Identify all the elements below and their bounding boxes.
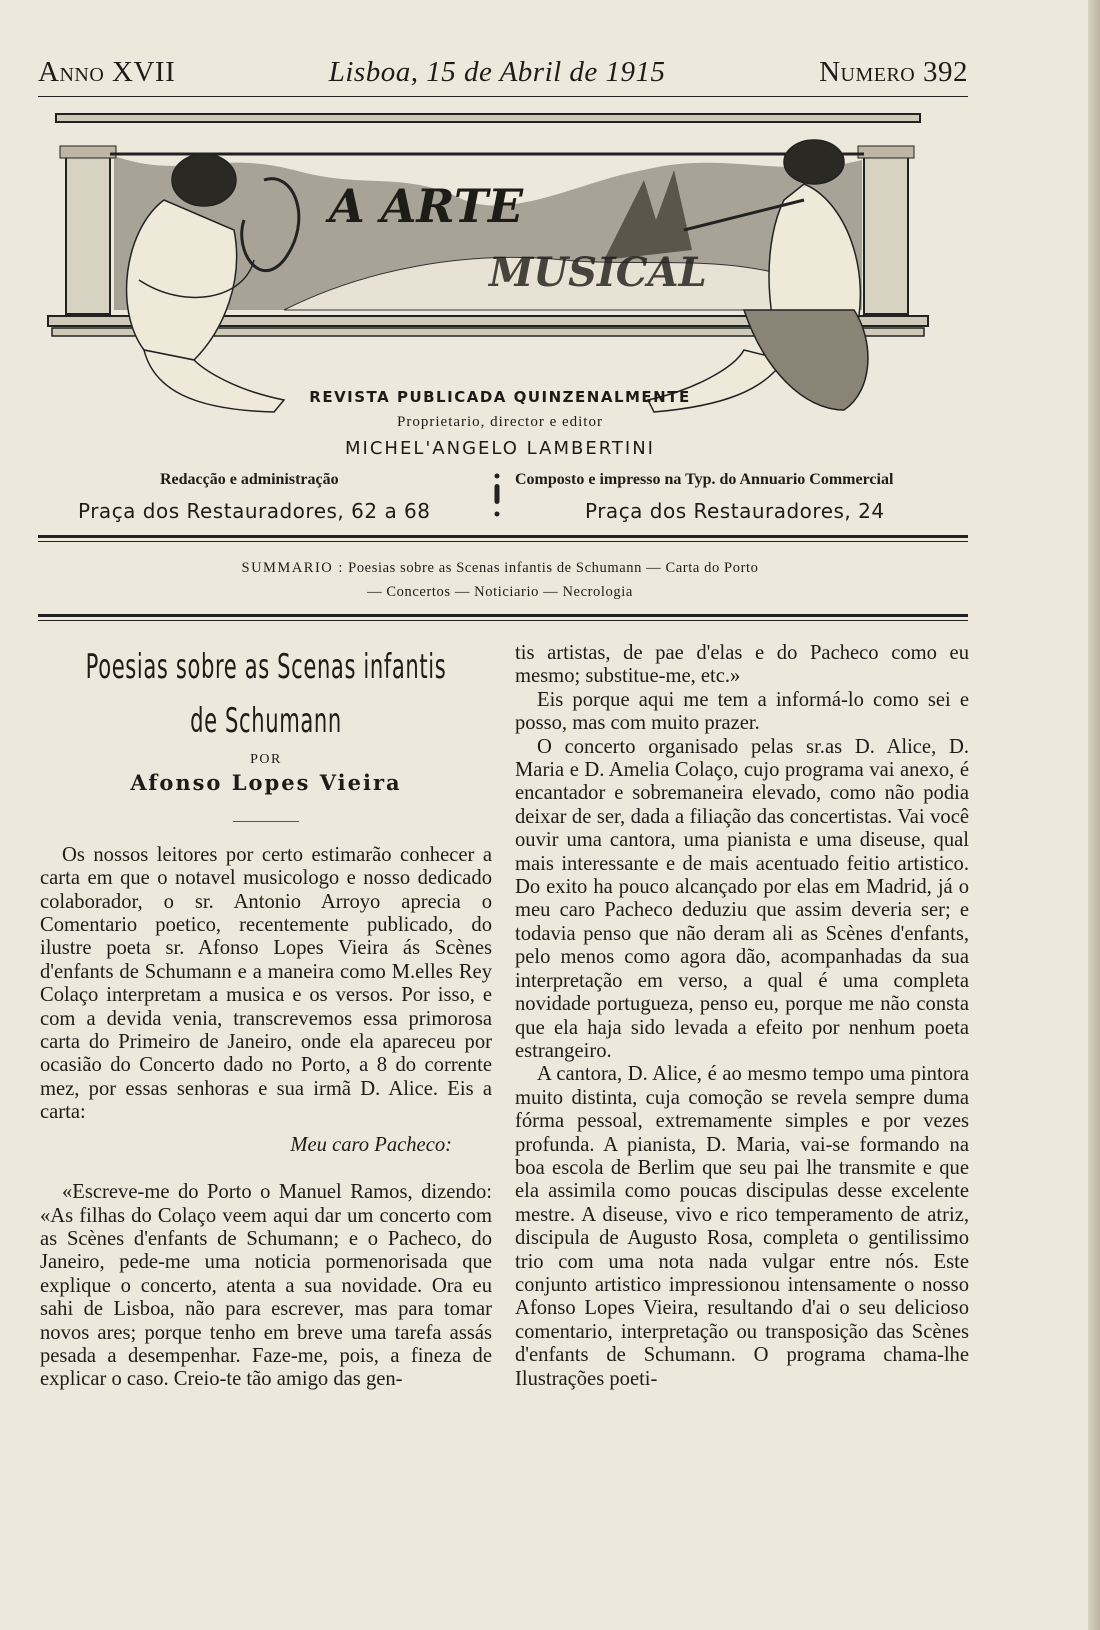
letter-paragraph-4: A cantora, D. Alice, é ao mesmo tempo uma pintora muito distinta, cuja comoção se revela sempre duma fórma pessoal, extremamente simples e por vezes profunda. A pianista, D. Maria, vai-se formando na boa escola de Berlim que seu pai lhe transmite e que ela assimila como poucas discipulas desse excelente mestre. A diseuse, vivo e rico temperamento de atriz, discipula de Augusto Rosa, completa o gentilissimo trio com uma nota nada vulgar entre nós. Este conjunto artistico impressionou intensamente o nosso Afonso Lopes Vieira, resultando d'ai o seu delicioso comentario, interpretação ou transposição das Scènes d'enfants de Schumann. O programa chama-lhe Ilustrações poeti- (515, 1063, 969, 1390)
masthead-title-1: A ARTE (329, 179, 524, 233)
summary-rule-thick (38, 614, 968, 617)
print-address: Praça dos Restauradores, 24 (585, 499, 885, 523)
summary-label: SUMMARIO : (241, 560, 344, 576)
masthead-rule-thin (38, 541, 968, 542)
letter-paragraph-2: Eis porque aqui me tem a informá-lo como sei e posso, mas com muito prazer. (515, 688, 969, 735)
place-date: Lisboa, 15 de Abril de 1915 (328, 56, 666, 88)
article-title-line-2: de Schumann (190, 701, 342, 741)
summary (0, 556, 1000, 604)
title-divider (233, 821, 299, 822)
byline-por: POR (250, 752, 282, 767)
letter-paragraph-1: «Escreve-me do Porto o Manuel Ramos, dizendo: «As filhas do Colaço veem aqui dar um concerto com as Scènes d'enfants de Schumann; e o Pacheco, do Janeiro, pede-me uma noticia pormenorisada que explique o concerto, atenta a sua novidade. Ora eu sahi de Lisboa, não para escrever, mas para tomar novos ares; porque tenho em breve uma tarefa assás pesada a desempenhar. Faze-me, pois, a fineza de explicar o caso. Creio-te tão amigo das gen- (40, 1181, 492, 1391)
page-edge (1088, 0, 1100, 1630)
header-rule (38, 96, 968, 97)
tagline: REVISTA PUBLICADA QUINZENALMENTE (309, 388, 691, 406)
volume-label: Anno XVII (38, 56, 176, 88)
intro-paragraph: Os nossos leitores por certo estimarão conhecer a carta em que o notavel musicologo e nosso dedicado colaborador, o sr. Antonio Arroyo aprecia o Comentario poetico, recentemente publicado, do ilustre poeta sr. Afonso Lopes Vieira ás Scènes d'enfants de Schumann e a maneira como M.elles Rey Colaço interpretam a musica e os versos. Por isso, e com a devida venia, transcrevemos essa primorosa carta do Primeiro de Janeiro, onde ela apareceu por ocasião do Concerto dado no Porto, a 8 do corrente mez, por essas senhoras e sua irmã D. Alice. Eis a carta: (40, 843, 492, 1124)
letter-salutation: Meu caro Pacheco: (290, 1133, 452, 1156)
admin-label: Redacção e administração (160, 471, 339, 488)
right-column (515, 642, 969, 1391)
masthead-title-2: MUSICAL (489, 249, 707, 296)
admin-address: Praça dos Restauradores, 62 a 68 (78, 499, 431, 523)
letter-continuation: tis artistas, de pae d'elas e do Pacheco como eu mesmo; substitue-me, etc.» (515, 642, 969, 688)
summary-line-1: Poesias sobre as Scenas infantis de Schumann — Carta do Porto (348, 560, 759, 576)
article-title-line-1: Poesias sobre as Scenas infantis (85, 647, 447, 687)
issue-number: Numero 392 (819, 56, 968, 88)
summary-line-2: — Concertos — Noticiario — Necrologia (367, 584, 633, 600)
editor-role: Proprietario, director e editor (397, 414, 603, 430)
masthead-rule-thick (38, 535, 968, 538)
separator-ornament (490, 472, 504, 520)
left-column (40, 640, 492, 1392)
editor-name: MICHEL'ANGELO LAMBERTINI (345, 438, 655, 459)
issue-header (38, 56, 968, 96)
author-name: Afonso Lopes Vieira (130, 770, 402, 796)
summary-rule-thin (38, 620, 968, 621)
print-label: Composto e impresso na Typ. do Annuario Commercial (515, 471, 894, 488)
letter-paragraph-3: O concerto organisado pelas sr.as D. Alice, D. Maria e D. Amelia Colaço, cujo programa vai anexo, é encantador e sobremaneira elevado, como não podia deixar de ser, dada a filiação das concertistas. Vai você ouvir uma cantora, uma pianista e uma diseuse, qual mais interessante e de mais acentuado feitio artistico. Do exito ha pouco alcançado por elas em Madrid, já o meu caro Pacheco deduziu que assim deveria ser; e todavia penso que não deram ali as Scènes d'enfants, pelo menos como agora dão, acompanhadas da sua interpretação em verso, a qual é uma completa novidade portugueza, penso eu, porque me não consta que ela haja sido levada a efeito por nenhum poeta estrangeiro. (515, 735, 969, 1062)
